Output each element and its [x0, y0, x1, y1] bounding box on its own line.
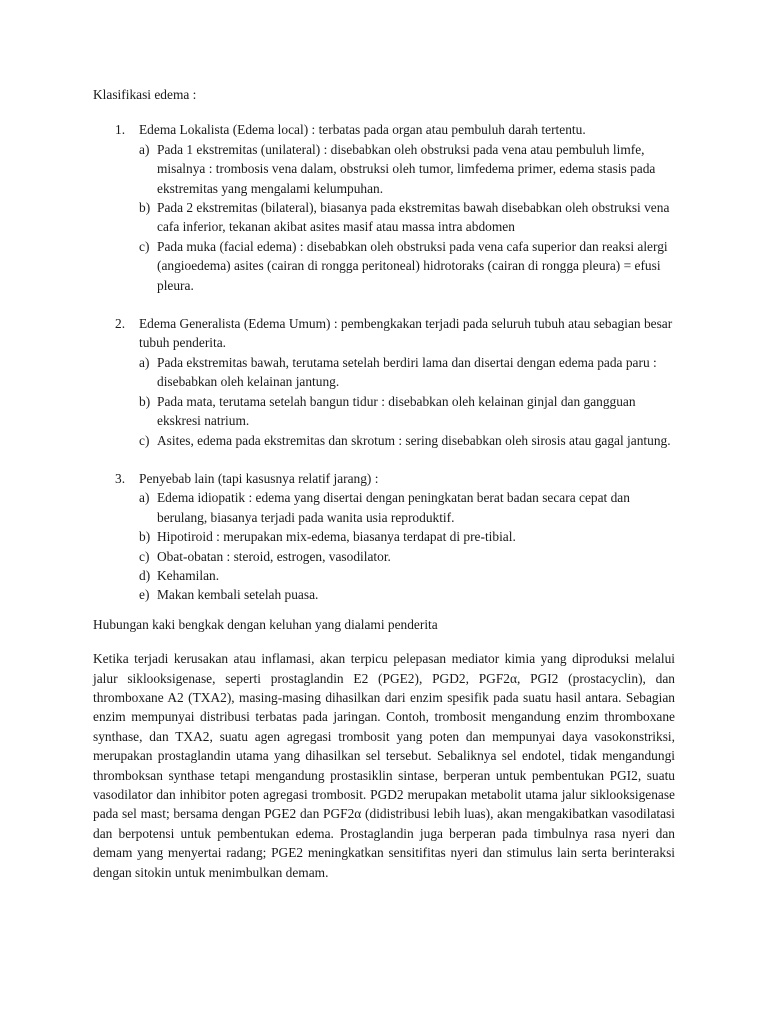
- item-label: c): [139, 432, 150, 448]
- item-text: Edema idiopatik : edema yang disertai dengan peningkatan berat badan secara cepat dan berulang, biasanya terjadi pada wanita usia reproduktif.: [157, 490, 630, 525]
- body-paragraph: Ketika terjadi kerusakan atau inflamasi, akan terpicu pelepasan mediator kimia yang diproduksi melalui jalur siklooksigenase, seperti prostaglandin E2 (PGE2), PGD2, PGF2α, PGI2 (prostacyclin), dan thromboxane A2 (TXA2), masing-masing dihasilkan dari enzim spesifik pada suatu hasil antara. Sebagian enzim mempunyai distribusi terbatas pada jaringan. Contoh, trombosit mengandung enzim thromboxane synthase, dan TXA2, suatu agen agregasi trombosit yang poten dan mempunyai daya vasokonstriksi, merupakan prostaglandin utama yang dihasilkan sel tersebut. Sebaliknya sel endotel, tidak mengandungi thromboksan synthase tetapi mengandung prostasiklin sintase, berperan untuk pembentukan PGI2, suatu vasodilator dan inhibitor poten agregasi trombosit. PGD2 merupakan metabolit utama jalur siklooksigenase pada sel mast; bersama dengan PGE2 dan PGF2α (didistribusi lebih luas), akan mengakibatkan vasodilatasi dan berpotensi untuk pembentukan edema. Prostaglandin juga berperan pada timbulnya rasa nyeri dan demam yang menyertai radang; PGE2 meningkatkan sensitifitas nyeri dan stimulus lain serta berinteraksi dengan sitokin untuk menimbulkan demam.: [93, 651, 675, 880]
- list-item: [139, 431, 675, 450]
- item-label: d): [139, 567, 151, 583]
- list-item: [139, 566, 675, 585]
- list-item: [139, 237, 675, 295]
- item-label: a): [139, 354, 150, 370]
- list-item: [139, 353, 675, 392]
- item-label: c): [139, 548, 150, 564]
- list-item: [139, 547, 675, 566]
- list-item: [139, 140, 675, 198]
- list-item: [139, 198, 675, 237]
- section-heading: Edema Lokalista (Edema local) : terbatas pada organ atau pembuluh darah tertentu.: [139, 122, 586, 138]
- item-label: a): [139, 490, 150, 506]
- section-number: 1.: [115, 122, 126, 138]
- item-label: b): [139, 529, 151, 545]
- item-label: a): [139, 141, 150, 157]
- item-label: b): [139, 393, 151, 409]
- section-number: 2.: [115, 316, 126, 332]
- item-text: Pada ekstremitas bawah, terutama setelah berdiri lama dan disertai dengan edema pada paru : disebabkan oleh kelainan jantung.: [157, 354, 657, 390]
- item-text: Pada 2 ekstremitas (bilateral), biasanya pada ekstremitas bawah disebabkan oleh obstruksi vena cafa inferior, tekanan akibat asites masif atau massa intra abdomen: [157, 200, 670, 235]
- section-heading: Edema Generalista (Edema Umum) : pembengkakan terjadi pada seluruh tubuh atau sebagian besar tubuh penderita.: [139, 316, 673, 351]
- classification-list: [93, 120, 675, 604]
- section-generalista: [93, 314, 675, 450]
- section-number: 3.: [115, 470, 126, 486]
- item-text: Makan kembali setelah puasa.: [157, 587, 319, 603]
- item-text: Pada mata, terutama setelah bangun tidur : disebabkan oleh kelainan ginjal dan gangguan ekskresi natrium.: [157, 393, 636, 429]
- section-penyebab-lain: [93, 469, 675, 605]
- document-page: [93, 85, 675, 895]
- item-label: c): [139, 238, 150, 254]
- list-item: [139, 527, 675, 546]
- page-title: Klasifikasi edema :: [93, 87, 197, 102]
- list-item: [139, 488, 675, 527]
- section-subheading: Hubungan kaki bengkak dengan keluhan yang dialami penderita: [93, 616, 438, 632]
- item-label: e): [139, 587, 150, 603]
- section-lokalista: [93, 120, 675, 295]
- item-text: Obat-obatan : steroid, estrogen, vasodilator.: [157, 548, 391, 564]
- item-text: Hipotiroid : merupakan mix-edema, biasanya terdapat di pre-tibial.: [157, 529, 516, 545]
- list-item: [139, 585, 675, 604]
- list-item: [139, 392, 675, 431]
- item-text: Pada muka (facial edema) : disebabkan oleh obstruksi pada vena cafa superior dan reaksi alergi (angioedema) asites (cairan di rongga peritoneal) hidrotoraks (cairan di rongga pleura) = efusi pleura.: [157, 238, 668, 293]
- item-text: Kehamilan.: [157, 567, 220, 583]
- section-heading: Penyebab lain (tapi kasusnya relatif jarang) :: [139, 470, 379, 486]
- item-text: Asites, edema pada ekstremitas dan skrotum : sering disebabkan oleh sirosis atau gagal jantung.: [157, 432, 671, 448]
- item-text: Pada 1 ekstremitas (unilateral) : disebabkan oleh obstruksi pada vena atau pembuluh limfe, misalnya : trombosis vena dalam, obstruksi oleh tumor, limfedema primer, edema stasis pada ekstremitas yang mengalami kelumpuhan.: [157, 141, 656, 196]
- item-label: b): [139, 200, 151, 216]
